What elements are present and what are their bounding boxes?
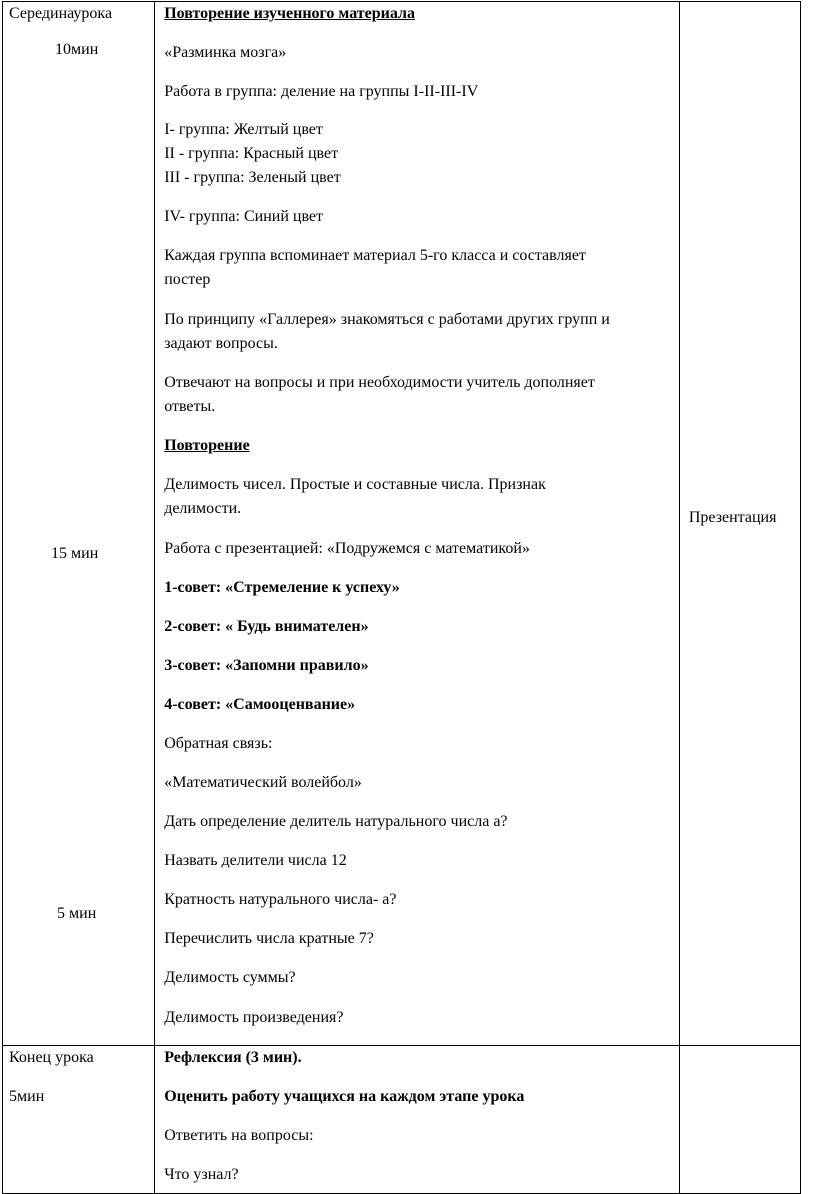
content-line: IV- группа: Синий цвет	[164, 208, 323, 225]
content-line: Отвечают на вопросы и при необходимости учитель дополняет	[164, 374, 595, 391]
content-line: Что узнал?	[164, 1166, 239, 1183]
stage-label: Серединаурока	[9, 5, 113, 22]
content-line: делимости.	[164, 500, 242, 517]
resource-label: Презентация	[688, 509, 777, 526]
stage-time: 5мин	[9, 1088, 45, 1105]
content-line: Каждая группа вспоминает материал 5-го класса и составляет	[164, 247, 586, 264]
content-line: постер	[164, 271, 211, 288]
content-line: задают вопросы.	[164, 335, 278, 352]
table-row	[3, 1046, 801, 1194]
stage-time: 10мин	[55, 41, 99, 58]
content-line: По принципу «Галлерея» знакомяться с работами других групп и	[164, 311, 610, 328]
question-line: Кратность натурального числа- а?	[164, 891, 397, 908]
content-line: Рефлексия (3 мин).	[164, 1049, 302, 1066]
advice-line: 1-совет: «Стремеление к успеху»	[164, 579, 400, 596]
content-line: «Разминка мозга»	[164, 44, 287, 61]
content-line: Работа в группа: деление на группы I-II-III-IV	[164, 83, 479, 100]
stage-label: Конец урока	[9, 1049, 94, 1066]
content-line: III - группа: Зеленый цвет	[164, 169, 341, 186]
content-line: II - группа: Красный цвет	[164, 145, 339, 162]
content-line: I- группа: Желтый цвет	[164, 121, 323, 138]
resources-cell	[679, 2, 800, 1046]
resources-cell	[679, 1046, 800, 1194]
question-line: Назвать делители числа 12	[164, 852, 347, 869]
question-line: Дать определение делитель натурального числа а?	[164, 813, 508, 830]
content-line: Обратная связь:	[164, 735, 273, 752]
stage-cell	[3, 1046, 155, 1194]
content-line: Делимость чисел. Простые и составные числа. Признак	[164, 476, 546, 493]
advice-line: 3-совет: «Запомни правило»	[164, 657, 369, 674]
content-line: Оценить работу учащихся на каждом этапе урока	[164, 1088, 525, 1105]
content-line: Работа с презентацией: «Подружемся с математикой»	[164, 540, 530, 557]
question-line: Перечислить числа кратные 7?	[164, 930, 374, 947]
question-line: Делимость суммы?	[164, 969, 296, 986]
content-line: Ответить на вопросы:	[164, 1127, 314, 1144]
stage-cell	[3, 2, 155, 1046]
question-line: Делимость произведения?	[164, 1009, 344, 1026]
advice-line: 2-совет: « Будь внимателен»	[164, 618, 369, 635]
stage-time: 15 мин	[51, 545, 99, 562]
section-heading: Повторение	[164, 437, 250, 454]
lesson-plan-table	[2, 1, 801, 1194]
stage-time: 5 мин	[57, 905, 97, 922]
content-line: «Математический волейбол»	[164, 774, 362, 791]
content-cell	[155, 1046, 680, 1194]
table-row	[3, 2, 801, 1046]
content-cell	[155, 2, 680, 1046]
advice-line: 4-совет: «Самооценвание»	[164, 696, 356, 713]
content-line: ответы.	[164, 398, 216, 415]
section-heading: Повторение изученного материала	[164, 5, 415, 22]
